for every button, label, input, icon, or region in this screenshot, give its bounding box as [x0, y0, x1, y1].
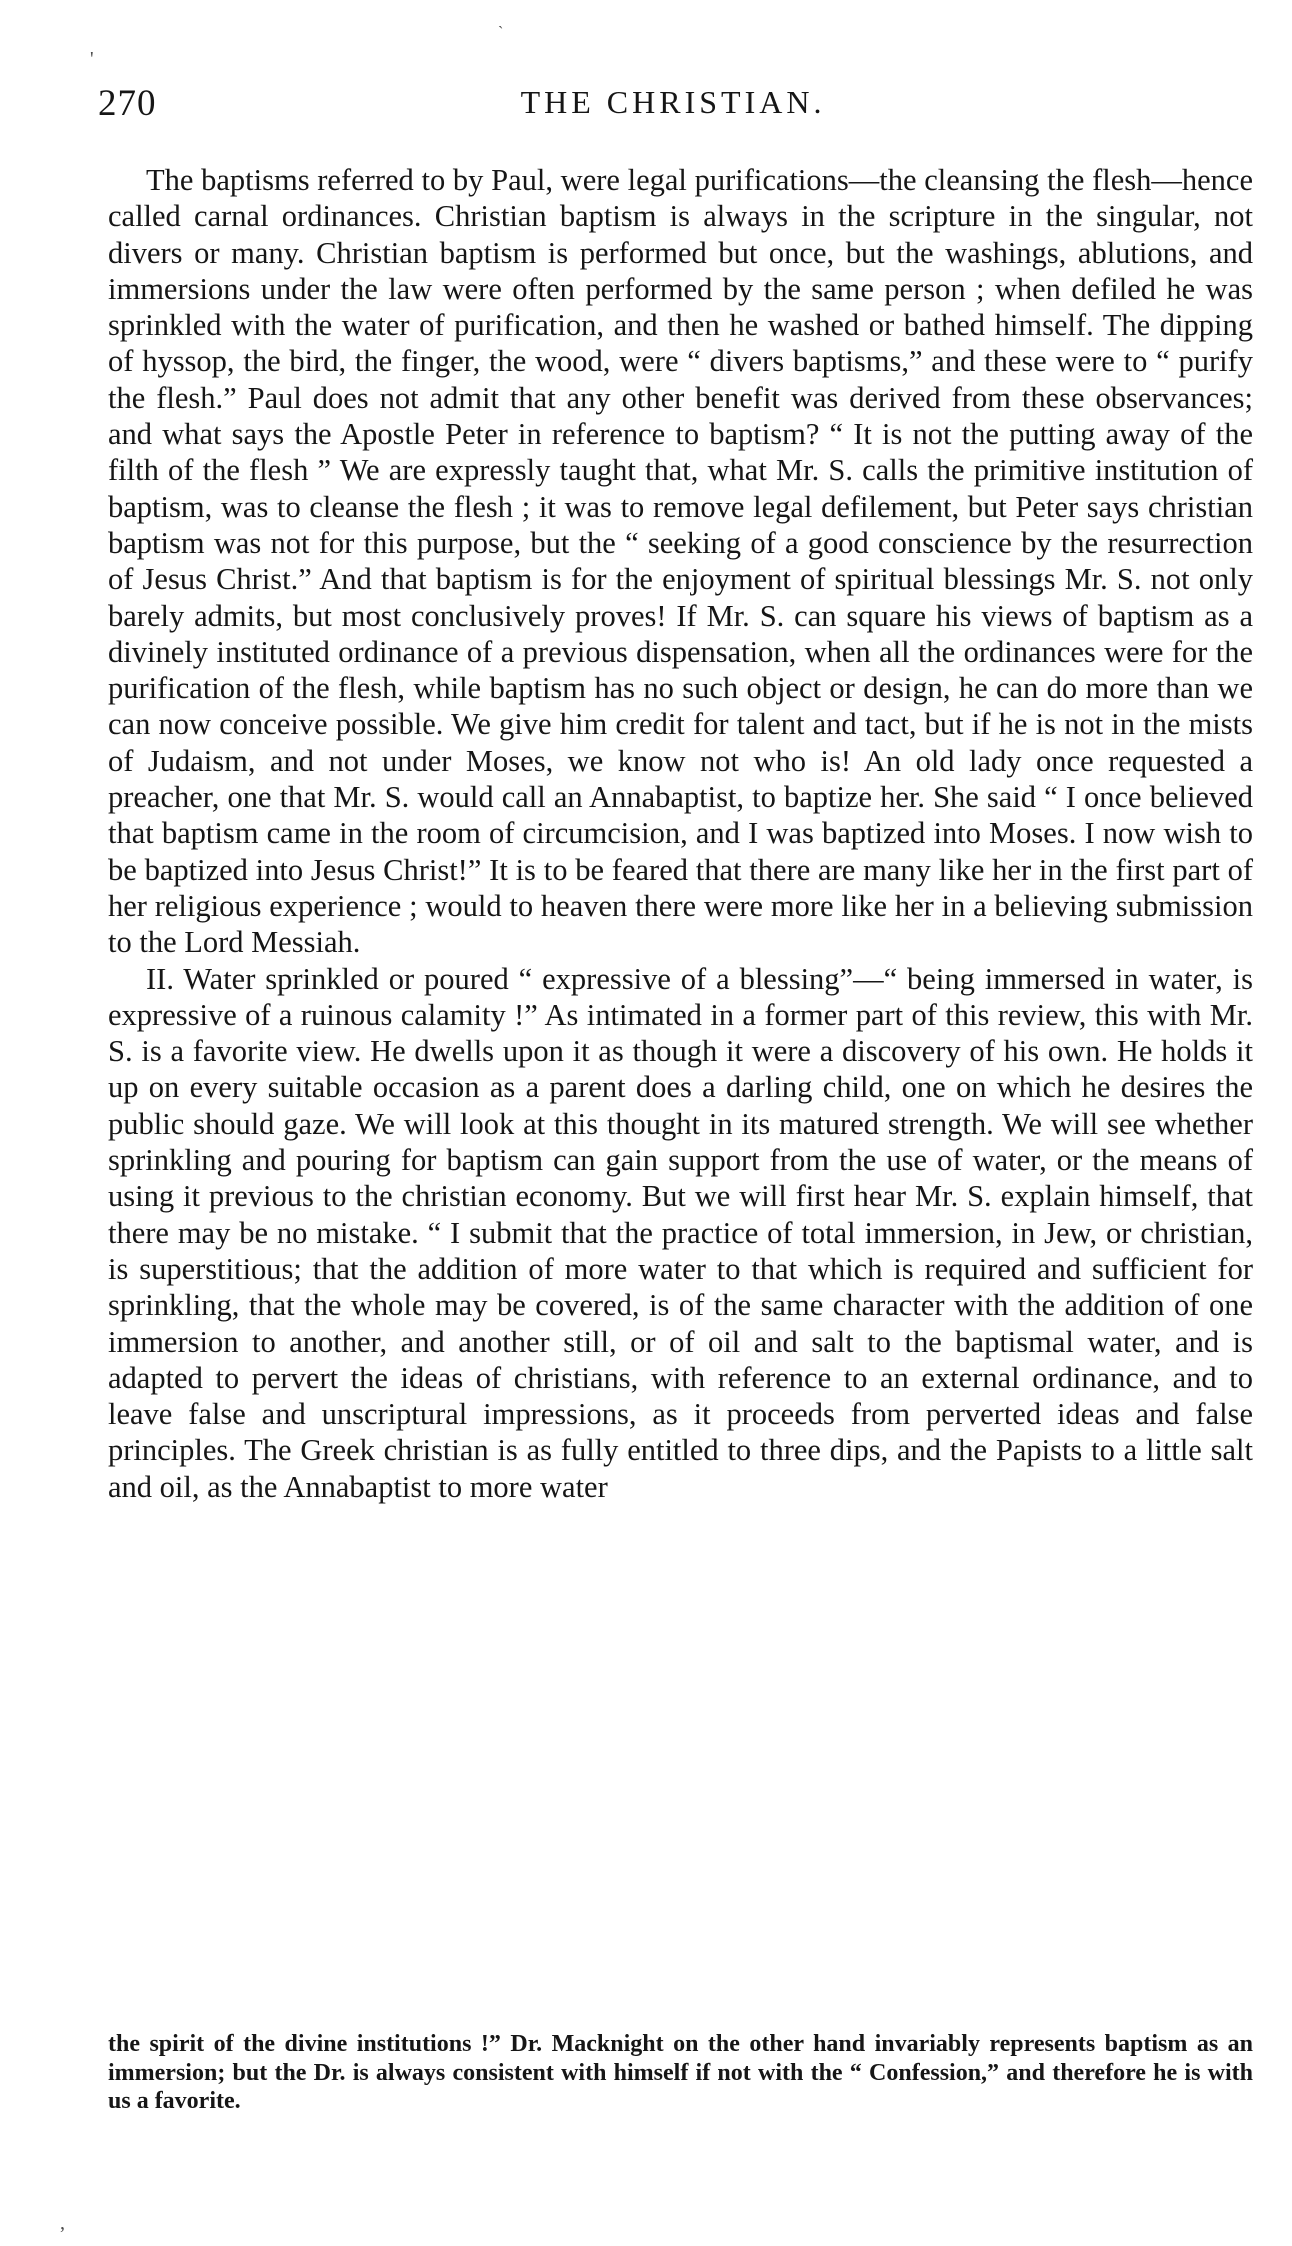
- paragraph: II. Water sprinkled or poured “ expressive of a blessing”—“ being immersed in water, is expressive of a ruinous calamity !” As intimated in a former part of this review, this with Mr. S. is a favorite view. He dwells upon it as though it were a discovery of his own. He holds it up on every suitable occasion as a parent does a darling child, one on which he desires the public should gaze. We will look at this thought in its matured strength. We will see whether sprinkling and pouring for baptism can gain support from the use of water, or the means of using it previous to the christian economy. But we will first hear Mr. S. explain himself, that there may be no mistake. “ I submit that the practice of total immersion, in Jew, or christian, is superstitious; that the addition of more water to that which is required and sufficient for sprinkling, that the whole may be covered, is of the same character with the addition of one immersion to another, and another still, or of oil and salt to the baptismal water, and is adapted to pervert the ideas of christians, with reference to an external ordinance, and to leave false and unscriptural impressions, as it proceeds from perverted ideas and false principles. The Greek christian is as fully entitled to three dips, and the Papists to a little salt and oil, as the Annabaptist to more water: [108, 961, 1253, 1504]
- stray-mark: ˋ: [498, 24, 504, 41]
- footnote: [108, 2030, 1253, 2116]
- page-number: 270: [98, 83, 157, 124]
- paragraph: The baptisms referred to by Paul, were legal purifications—the cleansing the flesh—hence called carnal ordinances. Christian baptism is always in the scripture in the singular, not divers or many. Christian baptism is performed but once, but the washings, ablutions, and immersions under the law were often performed by the same person ; when defiled he was sprinkled with the water of purification, and then he washed or bathed himself. The dipping of hyssop, the bird, the finger, the wood, were “ divers baptisms,” and these were to “ purify the flesh.” Paul does not admit that any other benefit was derived from these observances; and what says the Apostle Peter in reference to baptism? “ It is not the putting away of the filth of the flesh ” We are expressly taught that, what Mr. S. calls the primitive institution of baptism, was to cleanse the flesh ; it was to remove legal defilement, but Peter says christian baptism was not for this purpose, but the “ seeking of a good conscience by the resurrection of Jesus Christ.” And that baptism is for the enjoyment of spiritual blessings Mr. S. not only barely admits, but most conclusively proves! If Mr. S. can square his views of baptism as a divinely instituted ordinance of a previous dispensation, when all the ordinances were for the purification of the flesh, while baptism has no such object or design, he can do more than we can now conceive possible. We give him credit for talent and tact, but if he is not in the mists of Judaism, and not under Moses, we know not who is! An old lady once requested a preacher, one that Mr. S. would call an Annabaptist, to baptize her. She said “ I once believed that baptism came in the room of circumcision, and I was baptized into Moses. I now wish to be baptized into Jesus Christ!” It is to be feared that there are many like her in the first part of her religious experience ; would to heaven there were more like her in a believing submission to the Lord Messiah.: [108, 163, 1253, 960]
- page-header: [98, 82, 1248, 134]
- stray-mark: ,: [60, 2212, 65, 2234]
- body-text: [108, 162, 1253, 1505]
- footnote-text: the spirit of the divine institutions !” Dr. Macknight on the other hand invariably represents baptism as an immersion; but the Dr. is always consistent with himself if not with the “ Confession,” and therefore he is with us a favorite.: [108, 2031, 1253, 2114]
- running-title: THE CHRISTIAN.: [520, 84, 826, 120]
- stray-mark: ': [90, 48, 94, 70]
